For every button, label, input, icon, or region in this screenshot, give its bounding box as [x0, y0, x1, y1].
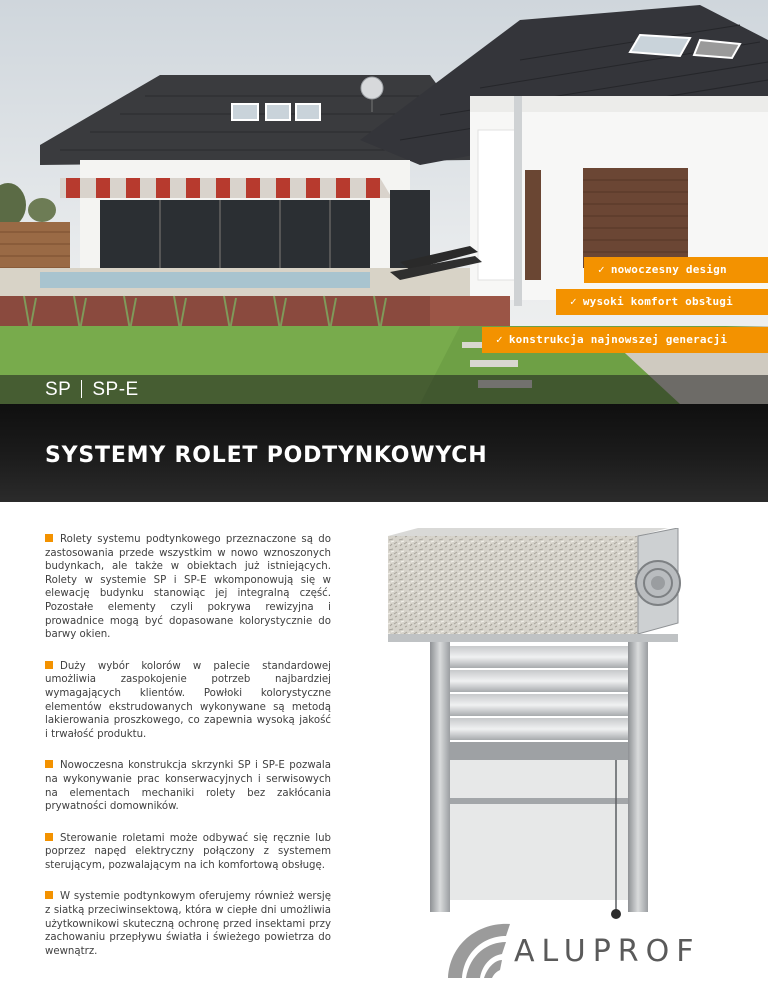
model-label-bar [0, 375, 768, 404]
bullet-square-icon [45, 891, 53, 899]
model-secondary: SP-E [92, 379, 139, 400]
description-column [45, 533, 331, 976]
roller-shutter-illustration [378, 528, 690, 924]
check-icon: ✓ [496, 333, 503, 346]
hero-photo [0, 0, 768, 404]
bullet-square-icon [45, 661, 53, 669]
model-primary: SP [45, 379, 72, 400]
feature-badge-construction: ✓ konstrukcja najnowszej generacji [482, 327, 768, 353]
bullet-square-icon [45, 534, 53, 542]
feature-badge-modern-design: ✓ nowoczesny design [584, 257, 768, 283]
paragraph: W systemie podtynkowym oferujemy również wersję z siatką przeciwinsektową, która w ciepłe dni umożliwia użytkownikowi skuteczną ochronę przed insektami przy zachowaniu przepływu światła i świeżego powietrza do wewnątrz. [45, 891, 331, 957]
paragraph: Rolety systemu podtynkowego przeznaczone są do zastosowania przede wszystkim w nowo wznoszonych budynkach, ale także w obiektach już istniejących. Rolety w systemie SP i SP-E wkomponowują się w elewację budynku stanowiąc jej integralną część. Pozostałe elementy czyli pokrywa rewizyjna i prowadnice mogą być dopasowane kolorystycznie do barwy okien. [45, 534, 331, 641]
bullet-square-icon [45, 833, 53, 841]
feature-badge-comfort: ✓ wysoki komfort obsługi [556, 289, 768, 315]
brand-name: ALUPROF [514, 934, 701, 969]
model-separator [81, 380, 82, 398]
title-band [0, 404, 768, 502]
paragraph: Duży wybór kolorów w palecie standardowej umożliwia zaspokojenie potrzeb najbardziej wymagających klientów. Powłoki kolorystyczne elementów ekstrudowanych wykonywane są metodą lakierowania proszkowego, co zapewnia wysoką jakość i trwałość produktu. [45, 660, 331, 740]
page-title: SYSTEMY ROLET PODTYNKOWYCH [45, 443, 488, 468]
paragraph: Sterowanie roletami może odbywać się ręcznie lub poprzez napęd elektryczny połączony z systemem sterującym, pozwalającym na ich komfortową obsługę. [45, 832, 331, 871]
check-icon: ✓ [570, 295, 577, 308]
check-icon: ✓ [598, 263, 605, 276]
paragraph: Nowoczesna konstrukcja skrzynki SP i SP-E pozwala na wykonywanie prac konserwacyjnych i serwisowych na elementach mechaniki rolety bez zakłócania prywatności domowników. [45, 760, 331, 813]
bullet-square-icon [45, 760, 53, 768]
